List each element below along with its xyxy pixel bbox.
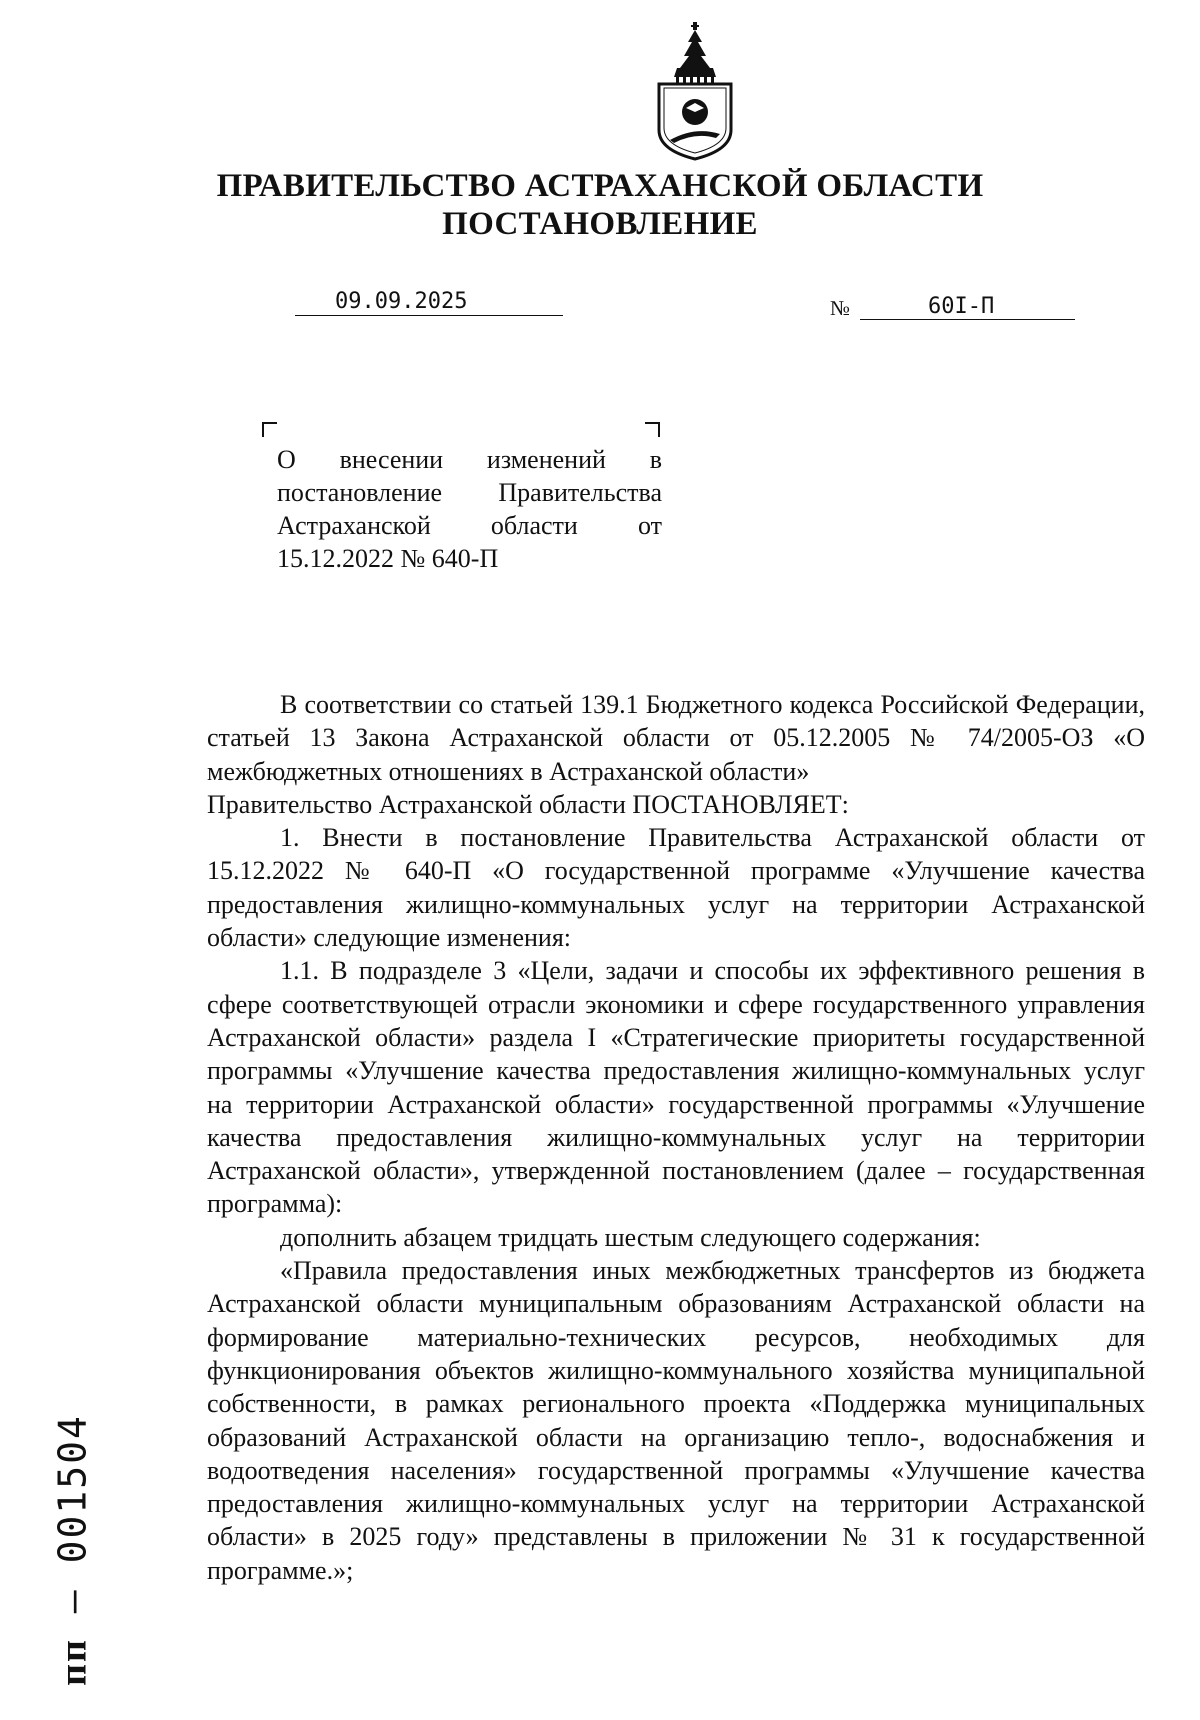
serial-prefix: пп (52, 1638, 95, 1686)
document-type-heading: ПОСТАНОВЛЕНИЕ (442, 206, 758, 242)
astrakhan-coat-of-arms-icon (650, 22, 740, 162)
serial-number: 001504 (50, 1414, 95, 1564)
number-sign: № (830, 296, 851, 320)
subject-bracket-right (645, 422, 660, 437)
item-1-1-paragraph: 1.1. В подразделе 3 «Цели, задачи и способы их эффективного решения в сфере соответствующей отрасли экономики и сфере государственного управления Астраханской области» раздела I «Стратегические приоритеты государственной программы «Улучшение качества предоставления жилищно-коммунальных услуг на территории Астраханской области» государственной программы «Улучшение качества предоставления жилищно-коммунальных услуг на территории Астраханской области», утвержденной постановлением (далее – государственная программа): (207, 956, 1145, 1219)
document-subject: О внесении изменений в постановление Правительства Астраханской области от 15.12.2022 № 640-П (277, 445, 662, 573)
quoted-paragraph: «Правила предоставления иных межбюджетных трансфертов из бюджета Астраханской области муниципальным образованиям Астраханской области на формирование материально-технических ресурсов, необходимых для функционирования объектов жилищно-коммунального хозяйства муниципальной собственности, в рамках регионального проекта «Поддержка муниципальных образований Астраханской области на организацию тепло-, водоснабжения и водоотведения населения» государственной программы «Улучшение качества предоставления жилищно-коммунальных услуг на территории Астраханской области» в 2025 году» представлены в приложении № 31 к государственной программе.»; (207, 1256, 1145, 1585)
preamble-paragraph: В соответствии со статьей 139.1 Бюджетного кодекса Российской Федерации, статьей 13 Закона Астраханской области от 05.12.2005 № 74/2005-ОЗ «О межбюджетных отношениях в Астраханской области» (207, 690, 1145, 786)
instruction-paragraph: дополнить абзацем тридцать шестым следующего содержания: (280, 1222, 981, 1252)
government-name-heading: ПРАВИТЕЛЬСТВО АСТРАХАНСКОЙ ОБЛАСТИ (216, 168, 984, 204)
item-1-paragraph: 1. Внести в постановление Правительства Астраханской области от 15.12.2022 № 640-П «О государственной программе «Улучшение качества предоставления жилищно-коммунальных услуг на территории Астраханской области» следующие изменения: (207, 823, 1145, 953)
serial-stamp-text (51, 1414, 96, 1686)
document-number: 60I-П (928, 294, 995, 319)
subject-bracket-left (262, 422, 277, 437)
document-date: 09.09.2025 (335, 289, 468, 314)
serial-dash: – (50, 1588, 95, 1614)
serial-number-stamp (18, 1380, 128, 1720)
document-body (207, 688, 1145, 1587)
resolves-paragraph: Правительство Астраханской области ПОСТАНОВЛЯЕТ: (207, 789, 849, 819)
